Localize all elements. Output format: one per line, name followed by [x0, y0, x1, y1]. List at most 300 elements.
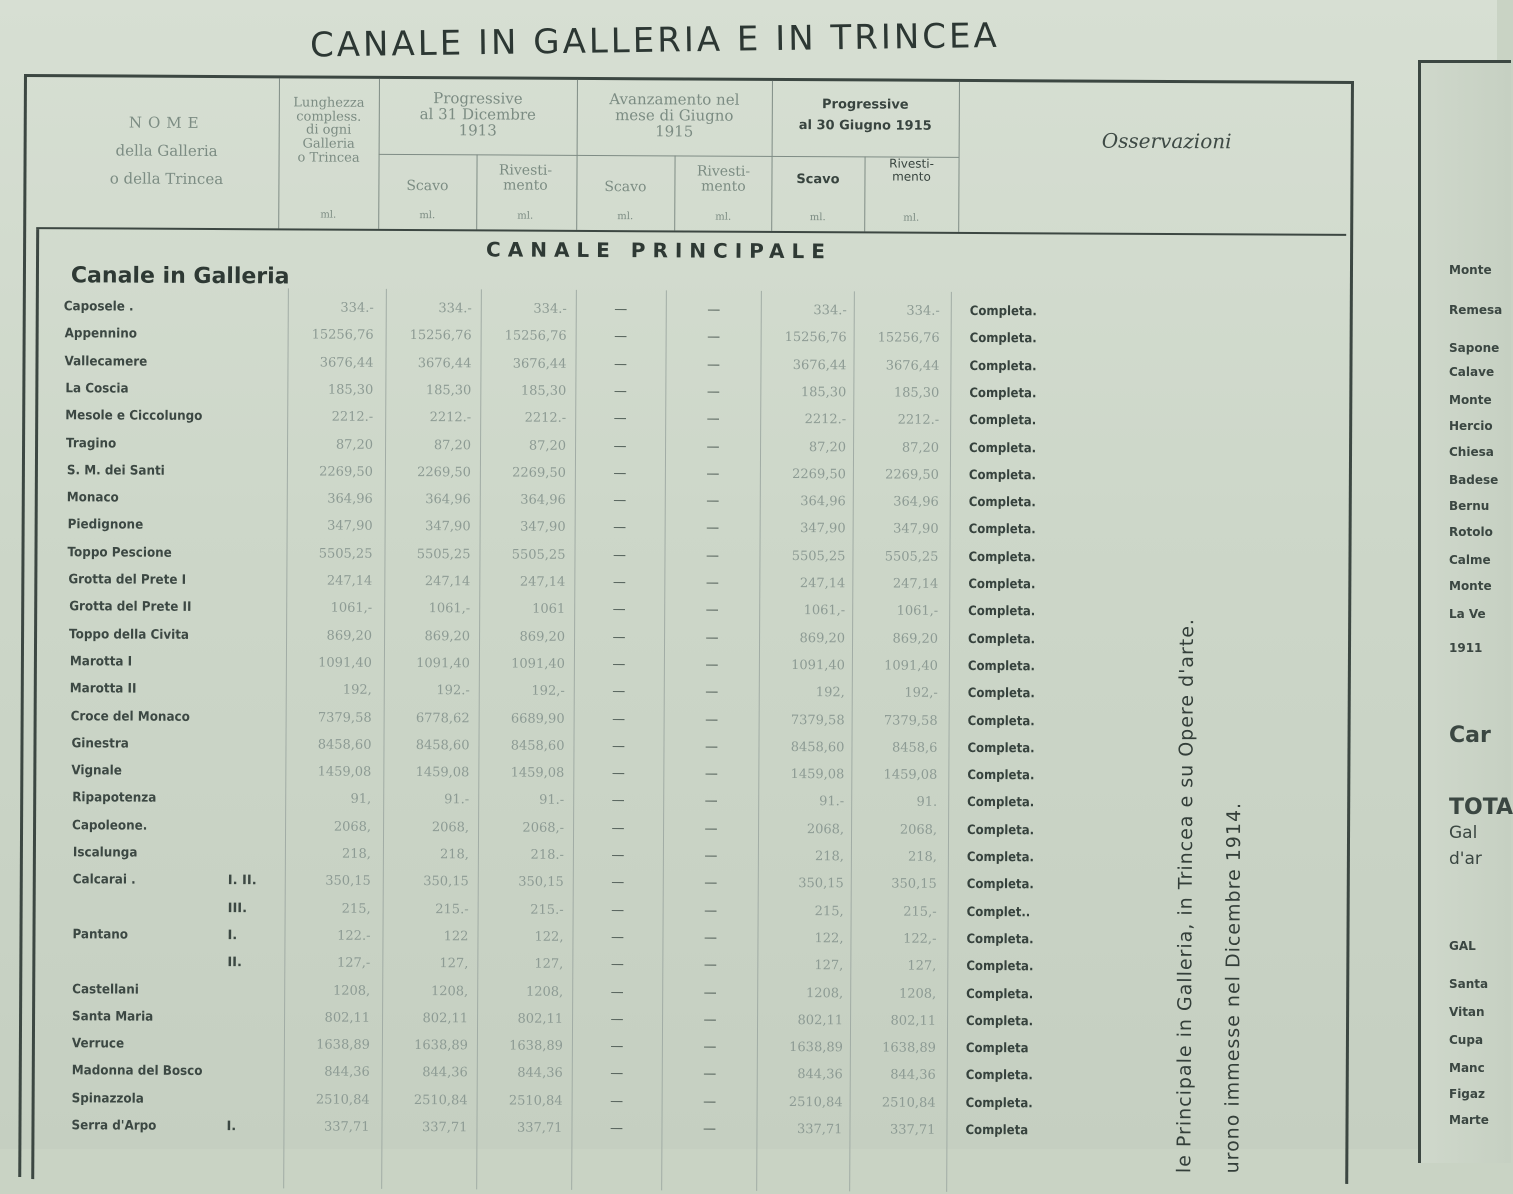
value-lung: 2510,84 — [315, 1092, 370, 1108]
observation-status: Completa. — [968, 549, 1036, 565]
empty-dash: — — [610, 984, 624, 1000]
empty-dash: — — [611, 848, 625, 864]
value-s13: 1459,08 — [415, 765, 470, 781]
value-s13: 218, — [439, 847, 469, 863]
value-r15: 15256,76 — [877, 330, 940, 347]
value-s13: 2269,50 — [417, 464, 471, 481]
value-s15: 1091,40 — [791, 657, 845, 674]
empty-dash: — — [612, 684, 626, 700]
value-r15: 1061,- — [896, 603, 939, 620]
value-r13: 364,96 — [520, 492, 566, 508]
value-r13: 91.- — [539, 793, 565, 809]
fragment-label: Chiesa — [1449, 445, 1494, 459]
value-s13: 122 — [443, 929, 469, 945]
gallery-name: Iscalunga — [72, 845, 138, 861]
value-lung: 215, — [341, 901, 371, 917]
value-lung: 844,36 — [324, 1064, 370, 1081]
observation-status: Completa. — [968, 631, 1036, 647]
empty-dash: — — [611, 738, 626, 754]
fragment-label: Monte — [1449, 393, 1492, 407]
header-scavo-1915: Scavo — [796, 172, 840, 188]
value-s13: 2212.- — [429, 410, 472, 426]
value-r15: 8458,6 — [891, 740, 938, 756]
value-r13: 350,15 — [518, 874, 564, 891]
value-r13: 215.- — [530, 902, 564, 918]
value-s13: 3676,44 — [417, 355, 472, 371]
empty-dash: — — [703, 1066, 717, 1083]
empty-dash: — — [706, 411, 720, 427]
observation-status: Completa. — [966, 986, 1034, 1002]
observation-status: Completa. — [969, 303, 1037, 320]
value-lung: 185,30 — [327, 382, 374, 398]
header-rivestimento-avanz: Rivesti- mento — [696, 163, 751, 195]
empty-dash: — — [705, 684, 719, 700]
empty-dash: — — [702, 1121, 717, 1137]
value-r13: 5505,25 — [511, 547, 566, 563]
gallery-name: Vallecamere — [64, 353, 148, 370]
value-s13: 802,11 — [422, 1010, 469, 1027]
gallery-name: Marotta II — [70, 681, 137, 697]
empty-dash: — — [610, 929, 625, 946]
gallery-name: Appennino — [64, 326, 137, 342]
value-lung: 2269,50 — [319, 464, 373, 480]
value-s13: 1061,- — [428, 601, 471, 617]
empty-dash: — — [613, 356, 628, 372]
value-r15: 127, — [907, 958, 937, 974]
value-lung: 218, — [341, 846, 371, 862]
value-s15: 334.- — [813, 303, 847, 319]
gallery-name: Madonna del Bosco — [71, 1063, 203, 1080]
header-nome: NOME della Galleria o della Trincea — [109, 113, 224, 188]
empty-dash: — — [703, 985, 717, 1001]
empty-dash: — — [612, 656, 626, 673]
value-r15: 2212.- — [897, 412, 940, 428]
value-r15: 122,- — [903, 931, 937, 947]
value-s13: 87,20 — [433, 437, 472, 453]
value-s13: 1091,40 — [416, 655, 470, 672]
value-r15: 192,- — [904, 685, 938, 701]
value-r13: 247,14 — [519, 574, 566, 590]
value-lung: 1091,40 — [318, 655, 372, 671]
fragment-label: GAL — [1449, 939, 1476, 953]
gallery-subsection: I. — [226, 1119, 237, 1135]
empty-dash: — — [704, 793, 718, 810]
header-lunghezza: Lunghezza compless. di ogni Galleria o Trincea — [293, 95, 365, 166]
value-r15: 3676,44 — [885, 358, 940, 374]
value-r15: 7379,58 — [883, 713, 938, 729]
fragment-label: Monte — [1449, 263, 1492, 277]
fragment-label: Figaz — [1449, 1087, 1485, 1101]
table-frame — [18, 74, 1354, 1184]
value-lung: 127,- — [336, 955, 371, 972]
observation-status: Completa. — [969, 331, 1037, 347]
value-r15: 2068, — [899, 822, 938, 838]
gallery-name: S. M. dei Santi — [66, 463, 165, 479]
empty-dash: — — [703, 957, 717, 973]
value-r13: 8458,60 — [510, 738, 565, 754]
value-s15: 192, — [815, 685, 845, 701]
fragment-label: d'ar — [1449, 849, 1482, 869]
section-title: CANALE PRINCIPALE — [486, 237, 832, 264]
fragment-label: Rotolo — [1449, 525, 1493, 539]
value-lung: 1638,89 — [316, 1037, 370, 1053]
value-s15: 1459,08 — [790, 767, 845, 783]
value-r13: 844,36 — [517, 1065, 563, 1082]
fragment-label: Cupa — [1449, 1033, 1484, 1047]
value-r13: 185,30 — [520, 383, 567, 399]
observation-status: Completa. — [968, 522, 1036, 538]
empty-dash: — — [703, 1039, 717, 1055]
gallery-name: Spinazzola — [71, 1090, 144, 1107]
value-r13: 1091,40 — [511, 656, 565, 672]
value-s13: 15256,76 — [409, 328, 472, 344]
value-s13: 337,71 — [421, 1120, 468, 1136]
empty-dash: — — [610, 957, 624, 973]
empty-dash: — — [614, 329, 628, 345]
value-s15: 364,96 — [800, 494, 846, 510]
value-lung: 2212.- — [331, 409, 374, 426]
gallery-name: Capoleone. — [72, 817, 148, 834]
value-r15: 5505,25 — [884, 549, 939, 565]
empty-dash: — — [704, 875, 718, 891]
empty-dash: — — [613, 493, 627, 509]
value-s15: 3676,44 — [792, 357, 847, 373]
value-lung: 2068, — [333, 819, 372, 835]
gallery-name: Tragino — [66, 435, 117, 451]
unit-ml: ml. — [903, 212, 920, 224]
empty-dash: — — [704, 903, 718, 919]
value-r15: 1459,08 — [883, 767, 938, 783]
value-r15: 185,30 — [893, 385, 940, 401]
value-r15: 87,20 — [901, 440, 940, 456]
gallery-name: Marotta I — [69, 654, 132, 670]
empty-dash: — — [611, 793, 625, 809]
value-lung: 1459,08 — [317, 764, 372, 780]
empty-dash: — — [703, 1012, 717, 1028]
value-r13: 869,20 — [519, 629, 566, 645]
value-r13: 1061 — [532, 601, 566, 618]
empty-dash: — — [705, 548, 720, 564]
observation-status: Completa. — [969, 440, 1037, 456]
fragment-label: Manc — [1449, 1061, 1485, 1075]
observation-status: Completa. — [965, 1068, 1033, 1084]
value-s13: 6778,62 — [415, 710, 470, 726]
empty-dash: — — [613, 411, 627, 427]
observation-status: Completa — [965, 1122, 1029, 1139]
observation-status: Completa. — [968, 604, 1036, 620]
empty-dash: — — [613, 438, 627, 454]
gallery-subsection: I. II. — [227, 873, 257, 889]
empty-dash: — — [706, 520, 720, 537]
value-s13: 1638,89 — [414, 1038, 468, 1054]
value-lung: 802,11 — [324, 1010, 371, 1026]
value-r15: 337,71 — [889, 1122, 936, 1138]
empty-dash: — — [705, 602, 719, 618]
empty-dash: — — [614, 302, 628, 318]
gallery-name: Piedignone — [67, 517, 144, 534]
fragment-label: TOTA — [1449, 795, 1513, 820]
empty-dash: — — [705, 575, 719, 591]
value-r15: 218, — [907, 849, 937, 865]
value-s15: 7379,58 — [790, 712, 845, 728]
value-r15: 1091,40 — [884, 658, 938, 674]
value-s13: 350,15 — [423, 874, 469, 890]
empty-dash: — — [613, 520, 627, 536]
value-lung: 337,71 — [323, 1119, 370, 1135]
observation-status: Completa. — [969, 413, 1037, 429]
value-lung: 192, — [342, 682, 372, 699]
observation-status: Completa. — [967, 740, 1035, 757]
gallery-name: Vignale — [71, 763, 123, 779]
observation-status: Completa. — [969, 385, 1037, 402]
vertical-note-1: le Principale in Galleria, in Trincea e su Opere d'arte. — [1173, 617, 1199, 1174]
value-s13: 215.- — [435, 901, 469, 917]
value-lung: 1208, — [332, 983, 371, 999]
gallery-name: Serra d'Arpo — [71, 1118, 157, 1134]
value-r13: 802,11 — [517, 1011, 564, 1027]
header-avanzamento: Avanzamento nel mese di Giugno 1915 — [609, 90, 740, 141]
observation-status: Completa. — [968, 467, 1037, 484]
table-row — [21, 1118, 1121, 1151]
gallery-name: Grotta del Prete II — [68, 599, 192, 616]
value-s13: 185,30 — [425, 382, 472, 399]
value-r13: 2510,84 — [508, 1093, 563, 1109]
fragment-label: Marte — [1449, 1113, 1489, 1127]
value-s15: 2269,50 — [792, 466, 846, 483]
table-body — [21, 299, 1226, 1185]
gallery-subsection: III. — [227, 900, 248, 916]
empty-dash: — — [705, 630, 719, 646]
header-bottom-rule — [36, 227, 1346, 236]
unit-ml: ml. — [715, 211, 732, 223]
value-lung: 869,20 — [326, 628, 373, 644]
fragment-label: Sapone — [1449, 341, 1500, 355]
gallery-name: Calcarai . — [72, 872, 136, 888]
observation-status: Completa. — [967, 713, 1035, 729]
observation-status: Completa — [965, 1041, 1029, 1057]
value-r13: 347,90 — [520, 519, 566, 536]
header-rivestimento-1913: Rivesti- mento — [498, 162, 553, 194]
observation-status: Completa. — [967, 768, 1035, 784]
empty-dash: — — [612, 711, 626, 727]
gallery-name: Toppo della Civita — [69, 626, 190, 643]
value-r13: 192,- — [531, 683, 565, 700]
value-s15: 802,11 — [797, 1012, 844, 1029]
value-s13: 1208, — [430, 983, 469, 999]
gallery-name: Mesole e Ciccolungo — [65, 408, 203, 425]
empty-dash: — — [609, 1121, 624, 1137]
fragment-label: Vitan — [1449, 1005, 1485, 1019]
header-progressive-1913: Progressive al 31 Dicembre 1913 — [419, 89, 537, 139]
gallery-name: Croce del Monaco — [70, 708, 190, 725]
empty-dash: — — [703, 930, 718, 946]
page-title: CANALE IN GALLERIA E IN TRINCEA — [309, 15, 1001, 66]
observation-status: Completa. — [967, 795, 1035, 811]
value-r15: 869,20 — [892, 631, 939, 647]
value-s15: 2068, — [806, 821, 845, 837]
value-s13: 192.- — [436, 683, 470, 699]
value-r13: 127, — [534, 956, 564, 973]
fragment-label: Calme — [1449, 553, 1491, 567]
value-r13: 6689,90 — [510, 711, 565, 727]
vertical-note-2: urono immesse nel Dicembre 1914. — [1221, 801, 1246, 1174]
value-r15: 844,36 — [890, 1067, 936, 1084]
value-lung: 15256,76 — [311, 327, 374, 344]
fragment-label: Santa — [1449, 977, 1489, 991]
value-lung: 3676,44 — [319, 355, 374, 371]
value-s13: 91.- — [444, 792, 470, 808]
fragment-label: Hercio — [1449, 419, 1493, 433]
header-scavo-avanz: Scavo — [604, 179, 647, 196]
fragment-label: Car — [1449, 723, 1491, 748]
value-lung: 1061,- — [330, 600, 373, 617]
value-s15: 2212.- — [804, 412, 847, 428]
value-s15: 15256,76 — [784, 330, 847, 346]
value-s13: 334.- — [438, 301, 472, 317]
value-r13: 2269,50 — [512, 465, 566, 481]
value-r13: 218.- — [530, 847, 564, 863]
observation-status: Completa. — [966, 1013, 1034, 1030]
value-lung: 7379,58 — [317, 710, 372, 726]
empty-dash: — — [612, 629, 626, 645]
value-r13: 122, — [534, 929, 564, 945]
value-r15: 215,- — [903, 904, 937, 920]
empty-dash: — — [704, 739, 719, 755]
gallery-name: Santa Maria — [72, 1009, 154, 1025]
value-r13: 3676,44 — [512, 356, 567, 372]
empty-dash: — — [705, 657, 719, 673]
observation-status: Completa. — [967, 686, 1035, 702]
empty-dash: — — [610, 1039, 624, 1055]
value-r15: 1638,89 — [882, 1040, 936, 1056]
header-scavo-1913: Scavo — [406, 178, 449, 195]
fragment-label: 1911 — [1449, 641, 1483, 655]
gallery-name: Monaco — [66, 490, 120, 506]
fragment-label: La Ve — [1449, 607, 1486, 621]
value-s15: 122, — [814, 931, 844, 947]
empty-dash: — — [706, 357, 721, 373]
empty-dash: — — [612, 575, 626, 591]
empty-dash: — — [610, 1066, 624, 1082]
empty-dash: — — [706, 384, 720, 400]
value-lung: 350,15 — [325, 873, 371, 890]
value-r15: 1208, — [898, 986, 937, 1002]
observation-status: Complet.. — [966, 904, 1031, 920]
observation-status: Completa. — [968, 495, 1036, 511]
empty-dash: — — [611, 766, 625, 782]
gallery-name: Ripapotenza — [71, 790, 157, 807]
value-s15: 218, — [814, 849, 844, 865]
value-r13: 87,20 — [528, 438, 567, 454]
value-r15: 2269,50 — [885, 467, 939, 483]
value-s15: 1208, — [805, 985, 844, 1001]
empty-dash: — — [610, 1011, 624, 1027]
value-lung: 247,14 — [326, 573, 373, 589]
empty-dash: — — [613, 465, 627, 481]
value-s15: 869,20 — [799, 630, 846, 646]
empty-dash: — — [610, 1093, 624, 1109]
value-s15: 91.- — [819, 794, 845, 810]
subsection-title: Canale in Galleria — [70, 263, 290, 290]
observation-status: Completa. — [966, 877, 1034, 893]
fragment-label: Bernu — [1449, 499, 1490, 513]
value-s15: 844,36 — [797, 1067, 843, 1083]
fragment-label: Monte — [1449, 579, 1492, 593]
empty-dash: — — [704, 848, 718, 864]
observation-status: Completa. — [965, 1095, 1033, 1111]
value-r15: 91. — [916, 795, 938, 811]
gallery-name: Verruce — [71, 1036, 125, 1052]
value-s15: 350,15 — [798, 876, 844, 892]
empty-dash: — — [706, 439, 720, 455]
empty-dash: — — [611, 820, 625, 836]
value-s15: 347,90 — [800, 521, 846, 537]
value-r13: 1208, — [525, 984, 564, 1000]
value-s13: 127, — [439, 956, 469, 972]
unit-ml: ml. — [617, 211, 634, 223]
value-s15: 87,20 — [808, 439, 847, 455]
value-lung: 334.- — [340, 300, 374, 316]
observation-status: Completa. — [966, 959, 1034, 975]
value-r13: 1638,89 — [509, 1038, 563, 1054]
value-s13: 2510,84 — [413, 1092, 468, 1109]
fragment-label: Calave — [1449, 365, 1495, 379]
gallery-name: Ginestra — [71, 736, 129, 752]
gallery-name: Castellani — [72, 981, 139, 998]
gallery-name: Grotta del Prete I — [68, 572, 187, 588]
value-s13: 364,96 — [425, 492, 471, 508]
header-progressive-1915: Progressive al 30 Giugno 1915 — [798, 97, 932, 134]
empty-dash: — — [703, 1094, 717, 1110]
unit-ml: ml. — [419, 210, 436, 222]
observation-status: Completa. — [967, 658, 1036, 675]
value-s15: 8458,60 — [790, 739, 845, 756]
fragment-label: Remesa — [1449, 303, 1503, 317]
observation-status: Completa. — [968, 576, 1036, 593]
value-r15: 2510,84 — [881, 1095, 936, 1111]
value-r13: 1459,08 — [510, 765, 565, 781]
header-rivestimento-1915: Rivesti- mento — [889, 156, 934, 184]
empty-dash: — — [611, 902, 625, 918]
value-r13: 2068,- — [522, 820, 565, 836]
value-s13: 8458,60 — [415, 737, 470, 754]
value-lung: 364,96 — [327, 491, 373, 507]
value-s15: 5505,25 — [791, 548, 846, 564]
observation-status: Completa. — [969, 358, 1037, 374]
value-s15: 1638,89 — [789, 1040, 843, 1056]
value-s13: 2068, — [431, 819, 470, 836]
value-s15: 1061,- — [803, 603, 846, 619]
value-r15: 334.- — [906, 303, 940, 319]
empty-dash: — — [613, 383, 627, 400]
value-s13: 247,14 — [424, 574, 471, 590]
empty-dash: — — [612, 547, 627, 563]
value-r15: 347,90 — [893, 521, 939, 538]
unit-ml: ml. — [809, 212, 826, 224]
empty-dash: — — [612, 602, 626, 618]
adjacent-page-fragment — [1418, 60, 1511, 1163]
value-s15: 185,30 — [800, 384, 847, 401]
value-lung: 8458,60 — [317, 737, 372, 753]
unit-ml: ml. — [320, 209, 337, 221]
gallery-subsection: I. — [227, 927, 238, 944]
value-s15: 337,71 — [796, 1122, 843, 1138]
unit-ml: ml. — [517, 210, 534, 222]
empty-dash: — — [704, 766, 718, 782]
value-r15: 364,96 — [893, 494, 939, 510]
value-lung: 122.- — [337, 928, 371, 944]
gallery-name: Toppo Pescione — [67, 544, 173, 561]
